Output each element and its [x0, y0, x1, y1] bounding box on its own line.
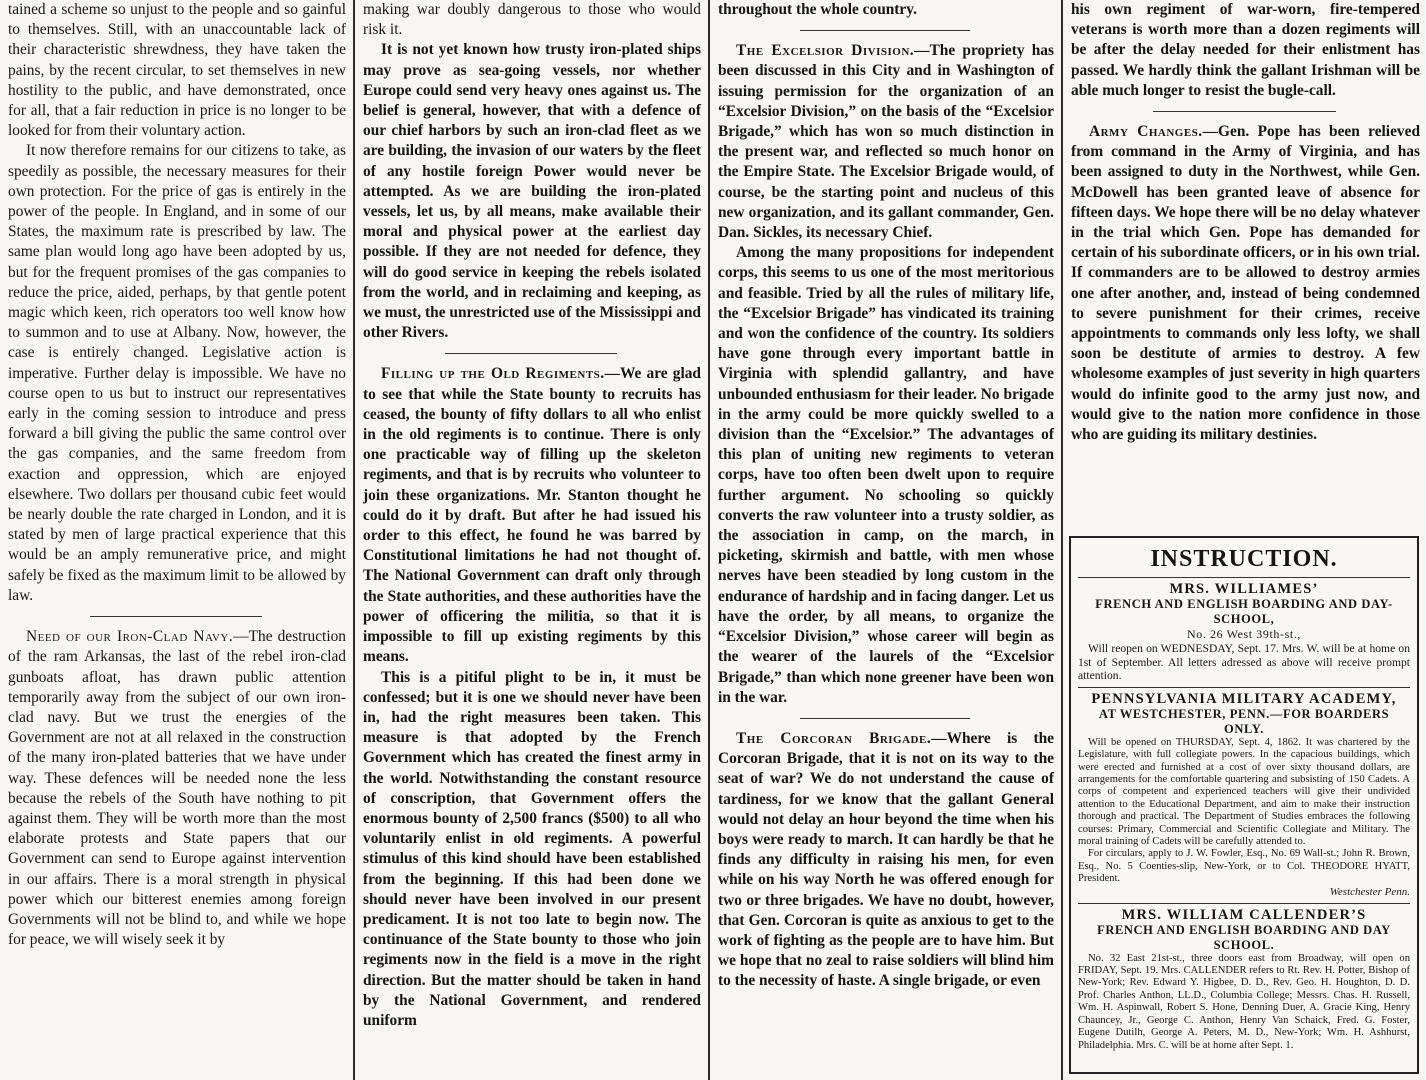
gas-article: [0, 0, 352, 606]
army-heading: Army Changes.: [1089, 123, 1203, 141]
ad3-text: No. 32 East 21st-st., three doors east from Broadway, will open on FRIDAY, Sept. 19. Mrs. CALLENDER refers to Rt. Rev. H. Potter, Bishop of New-York; Rev. Edward Y. Higbee, D. D., Rev. Geo. H. Houghton, D. D. Prof. Charles Anthon, LL.D., Columbia College; Messrs. Chas. H. Russell, Wm. H. Aspinwall, Robert S. Hone, Denning Duer, A. Gracie King, Henry Chauncey, Jr., George C. Anthon, Henry Van Schaick, Fred. G. Foster, Eugene Dutilh, George A. Peters, M. D., New-York; Wm. H. Ashhurst, Philadelphia. Mrs. C. will be at home after Sept. 1.: [1078, 952, 1410, 1051]
col3-top-line: throughout the whole country.: [718, 1, 917, 18]
column-3: [710, 0, 1060, 1080]
gas-paragraph-1: tained a scheme so unjust to the people and so gainful to themselves. Still, with an unaccountable lack of their characteristic shrewdness, they have taken the pains, by the recent circular, to set themselves in new hostility to the public, and have demonstrated, once for all, that a fair reduction in price is no longer to be looked for from their voluntary action.: [8, 1, 346, 140]
ad1-address: No. 26 West 39th-st.,: [1186, 627, 1302, 641]
gas-paragraph-2: It now therefore remains for our citizens to take, as speedily as possible, the necessary measures for their own protection. For the price of gas is entirely in the power of the people. In England, and in some of our States, the maximum rate is prescribed by law. The same plan would long ago have been adopted by us, but for the frequent promises of the gas companies to reduce the price, aided, perhaps, by that gentle potent magic which keen, rich operators too well know how to summon and to use at Albany. Now, however, the case is entirely changed. Legislative action is imperative. Further delay is impossible. We have no course open to us but to instruct our representatives early in the coming session to introduce and press forward a bill giving the public the same control over the gas companies, and the same freedom from exaction and oppression, which are enjoyed elsewhere. Two dollars per thousand cubic feet would be nearly double the rate charged in London, and it is stated by men of large practical experience that this would be an amply remunerative price, and might safely be fixed as the maximum limit to be allowed by law.: [8, 142, 346, 604]
corcoran-cont-paragraph-1: his own regiment of war-worn, fire-tempered veterans is worth more than a dozen regiments will be after the delay needed for their enlistment has passed. We hardly think the gallant Irishman will be able much longer to resist the bugle-call.: [1071, 1, 1420, 99]
regiments-paragraph-2: This is a pitiful plight to be in, it must be confessed; but it is one we should never have been in, had the right measures been taken. This measure is that adopted by the French Government which has created the finest army in the world. Notwithstanding the constant resource of conscription, that Government offers the enormous bounty of 2,500 francs ($500) to all who voluntarily enlist in old regiments. A powerful stimulus of this kind should have been established from the beginning. If this had been done we should never have been involved in our present predicament. It is not too late to begin now. The continuance of the State bounty to those who join regiments now in the field is a move in the right direction. But the matter should be taken in hand by the National Government, and rendered uniform: [363, 668, 701, 1029]
excelsior-heading: The Excelsior Division.: [736, 42, 915, 60]
ad1-subtitle: FRENCH AND ENGLISH BOARDING AND DAY-SCHOOL,: [1095, 597, 1393, 626]
ad3-subtitle: FRENCH AND ENGLISH BOARDING AND DAY SCHOOL.: [1097, 922, 1391, 952]
regiments-heading: Filling up the Old Regiments.: [381, 365, 605, 383]
navy-cont-paragraph-2: It is not yet known how trusty iron-plated ships may prove as sea-going vessels, nor whether Europe could send very heavy ones against us. The belief is general, however, that with a defence of our chief harbors by such an iron-clad fleet as we are building, the invasion of our waters by the fleet of any hostile foreign Power would never be attempted. As we are building the iron-plated vessels, let us, by all means, make available their moral and physical power at the earliest day possible. If they are not needed for defence, they will do good service in keeping the rebels isolated from the world, and in reclaiming and keeping, as we must, the unrestricted use of the Mississippi and other Rivers.: [363, 41, 701, 342]
ad2-subtitle: AT WESTCHESTER, PENN.—FOR BOARDERS ONLY.: [1098, 706, 1390, 736]
ads-title: INSTRUCTION.: [1150, 546, 1338, 572]
navy-heading: Need of our Iron-Clad Navy.: [26, 628, 234, 646]
instruction-advertisements: [1069, 536, 1419, 1074]
regiments-paragraph-1: —We are glad to see that while the State bounty to recruits has ceased, the bounty of fifty dollars to all who enlist in the old regiments is to continue. There is only one practicable way of filling up the skeleton regiments, and that is by recruits who volunteer to join these organizations. Mr. Stanton thought he could do it by draft. But after he had issued his order to this effect, he found he was barred by Constitutional limitations he had not thought of. The National Government can draft only through the State authorities, and these authorities have the power of officering the militia, so that it is impossible to fill up existing regiments by this means.: [363, 365, 701, 666]
ad1-name: MRS. WILLIAMES’: [1169, 581, 1319, 597]
excelsior-paragraph-1: —The propriety has been discussed in this City and in Washington of issuing permission for the organization of an “Excelsior Division,” on the basis of the “Excelsior Brigade,” which has won so much distinction in the present war, and reflected so much honor on the Empire State. The Excelsior Brigade would, of course, be the starting point and nucleus of this new organization, and its gallant commander, Gen. Dan. Sickles, its necessary Chief.: [718, 42, 1054, 242]
regiments-article: [355, 364, 707, 1031]
corcoran-continued-article: [1063, 0, 1426, 101]
ad2-text-2: For circulars, apply to J. W. Fowler, Esq., No. 69 Wall-st.; John R. Brown, Esq., No. 5 Coenties-slip, New-York, or to Col. THEODORE HYATT, President.: [1078, 848, 1410, 885]
divider: [1078, 687, 1410, 688]
column-1: [0, 0, 352, 1080]
excelsior-article: [710, 0, 1060, 20]
army-changes-article: [1063, 122, 1426, 445]
army-paragraph-1: —Gen. Pope has been relieved from command in the Army of Virginia, and has been assigned to duty in the Northwest, while Gen. McDowell has been granted leave of absence for fifteen days. We hope there will be no delay whatever in the trial which Gen. Pope has demanded for certain of his subordinate officers, or in his own trial. If commanders are to be allowed to destroy armies one after another, and, instead of being condemned to severe punishment for their crimes, receive appointments to commands only less lofty, we shall soon be destitute of armies to destroy. A few wholesome examples of just severity in high quarters would do infinite good to the army just now, and would give to the nation more confidence in those who are guiding its military destinies.: [1071, 123, 1421, 444]
ad-pennsylvania-academy: [1078, 692, 1410, 899]
excelsior-division-article: [710, 41, 1060, 708]
corcoran-heading: The Corcoran Brigade.: [736, 729, 932, 747]
divider: [90, 616, 262, 617]
divider: [445, 353, 617, 354]
ad2-sign: Westchester Penn.: [1329, 885, 1410, 898]
navy-article: [0, 627, 352, 950]
ad2-name: PENNSYLVANIA MILITARY ACADEMY,: [1091, 690, 1397, 707]
corcoran-paragraph-1: —Where is the Corcoran Brigade, that it is not on its way to the seat of war? We do not understand the cause of tardiness, for we know that the gallant General would not delay an hour beyond the time when his boys were ready to march. It can hardly be that he finds any difficulty in raising his men, for even while on his way North he was offered enough for two or three brigades. We have no doubt, however, that Gen. Corcoran is quite as anxious to get to the work of fighting as the people are to have him. But we hope that no zeal to raise soldiers will blind him to the necessity of haste. A single brigade, or even: [718, 729, 1054, 990]
navy-cont-paragraph-1: making war doubly dangerous to those who would risk it.: [363, 1, 701, 39]
column-2: [355, 0, 707, 1080]
ad-callender: [1078, 908, 1410, 1052]
corcoran-article: [710, 729, 1060, 992]
divider: [1153, 111, 1336, 112]
navy-continued-article: [355, 0, 707, 343]
navy-paragraph-1: —The destruction of the ram Arkansas, the last of the rebel iron-clad gunboats afloat, has drawn public attention temporarily away from the subject of our own iron-clad navy. But we trust the energies of the Government are not at all relaxed in the construction of the many iron-plated batteries that we have under way. These defences will be needed none the less because the rebels of the South have nothing to pit against them. They will be worth more than the most elaborate protests and State papers that our Government can send to Europe against intervention in our affairs. There is a moral strength in physical power which our bitterest enemies among foreign Governments will not be blind to, and while we hope for peace, we will wisely seek it by: [8, 628, 346, 949]
excelsior-paragraph-2: Among the many propositions for independent corps, this seems to us one of the most meritorious and feasible. Tried by all the rules of military life, the “Excelsior Brigade” has vindicated its training and won the confidence of the country. Its soldiers have gone through every important battle in Virginia with splendid gallantry, and have unbounded enthusiasm for their leader. No brigade in the army could be more quickly swelled to a division than the “Excelsior.” The advantages of this plan of uniting new regiments to veteran corps, have too often been dwelt upon to require further argument. No schooling so quickly converts the raw volunteer into a trusty soldier, as the association in camp, on the march, in picketing, skirmish and battle, with men whose nerves have been steadied by long custom in the endurance of hardship and in facing danger. Let us have the order, by all means, to organize the “Excelsior Division,” whose career will begin as the wearer of the laurels of the “Excelsior Brigade,” than which none greener have been won in the war.: [718, 244, 1054, 706]
ad1-text: Will reopen on WEDNESDAY, Sept. 17. Mrs. W. will be at home on 1st of September. All letters adressed as above will receive prompt attention.: [1078, 642, 1410, 683]
divider: [800, 718, 970, 719]
divider: [1078, 577, 1410, 578]
ad2-text: Will be opened on THURSDAY, Sept. 4, 1862. It was chartered by the Legislature, with full collegiate powers. In the capacious buildings, which were erected and furnished at a cost of over sixty thousand dollars, are arrangements for the comfortable quartering and subsisting of 150 Cadets. A corps of competent and experienced teachers will give their undivided attention to the Educational Department, and aim to make their instruction thorough and practical. The Department of Studies embraces the following courses: Primary, Commercial and Scientific Collegiate and Military. The moral training of Cadets will be carefully attended to.: [1078, 736, 1410, 848]
divider: [1078, 903, 1410, 904]
ad3-name: MRS. WILLIAM CALLENDER’S: [1121, 906, 1367, 923]
ad-williames: [1078, 582, 1410, 683]
divider: [800, 30, 970, 31]
